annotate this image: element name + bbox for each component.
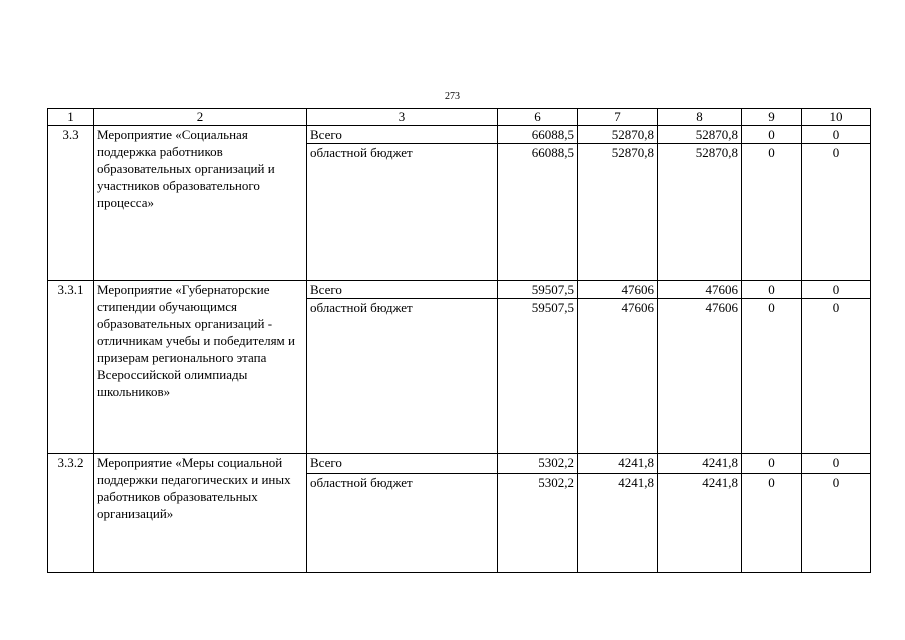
value-col-10: 0 xyxy=(802,299,871,454)
funding-source: Всего xyxy=(307,454,498,474)
value-col-10: 0 xyxy=(802,126,871,144)
value-col-9: 0 xyxy=(742,144,802,281)
value-col-8: 52870,8 xyxy=(658,126,742,144)
value-col-9: 0 xyxy=(742,454,802,474)
value-col-9: 0 xyxy=(742,474,802,573)
value-col-8: 52870,8 xyxy=(658,144,742,281)
value-col-10: 0 xyxy=(802,144,871,281)
value-col-6: 66088,5 xyxy=(498,126,578,144)
table-row xyxy=(48,281,871,299)
item-number: 3.3.1 xyxy=(48,281,94,454)
value-col-6: 5302,2 xyxy=(498,474,578,573)
value-col-6: 59507,5 xyxy=(498,299,578,454)
value-col-6: 5302,2 xyxy=(498,454,578,474)
column-header-row xyxy=(48,109,871,126)
column-header: 9 xyxy=(742,109,802,126)
value-col-7: 47606 xyxy=(578,281,658,299)
item-name: Мероприятие «Губернаторские стипендии обучающимся образовательных организаций - отличникам учебы и победителям и призерам регионального этапа Всероссийской олимпиады школьников» xyxy=(94,281,307,454)
value-col-8: 4241,8 xyxy=(658,454,742,474)
value-col-8: 47606 xyxy=(658,299,742,454)
value-col-7: 52870,8 xyxy=(578,144,658,281)
funding-source: областной бюджет xyxy=(307,144,498,281)
funding-source: Всего xyxy=(307,126,498,144)
item-number: 3.3 xyxy=(48,126,94,281)
column-header: 8 xyxy=(658,109,742,126)
value-col-7: 52870,8 xyxy=(578,126,658,144)
column-header: 7 xyxy=(578,109,658,126)
table-row xyxy=(48,454,871,474)
item-name: Мероприятие «Меры социальной поддержки педагогических и иных работников образовательных организаций» xyxy=(94,454,307,573)
value-col-10: 0 xyxy=(802,474,871,573)
funding-source: областной бюджет xyxy=(307,299,498,454)
column-header: 6 xyxy=(498,109,578,126)
value-col-7: 4241,8 xyxy=(578,454,658,474)
value-col-10: 0 xyxy=(802,454,871,474)
item-name: Мероприятие «Социальная поддержка работников образовательных организаций и участников образовательного процесса» xyxy=(94,126,307,281)
column-header: 3 xyxy=(307,109,498,126)
value-col-8: 4241,8 xyxy=(658,474,742,573)
funding-source: областной бюджет xyxy=(307,474,498,573)
value-col-9: 0 xyxy=(742,299,802,454)
value-col-8: 47606 xyxy=(658,281,742,299)
budget-table xyxy=(47,108,871,573)
page-number: 273 xyxy=(445,91,460,102)
column-header: 10 xyxy=(802,109,871,126)
value-col-9: 0 xyxy=(742,126,802,144)
table-row xyxy=(48,126,871,144)
item-number: 3.3.2 xyxy=(48,454,94,573)
column-header: 2 xyxy=(94,109,307,126)
column-header: 1 xyxy=(48,109,94,126)
funding-source: Всего xyxy=(307,281,498,299)
value-col-6: 66088,5 xyxy=(498,144,578,281)
value-col-10: 0 xyxy=(802,281,871,299)
value-col-7: 47606 xyxy=(578,299,658,454)
value-col-7: 4241,8 xyxy=(578,474,658,573)
value-col-9: 0 xyxy=(742,281,802,299)
value-col-6: 59507,5 xyxy=(498,281,578,299)
